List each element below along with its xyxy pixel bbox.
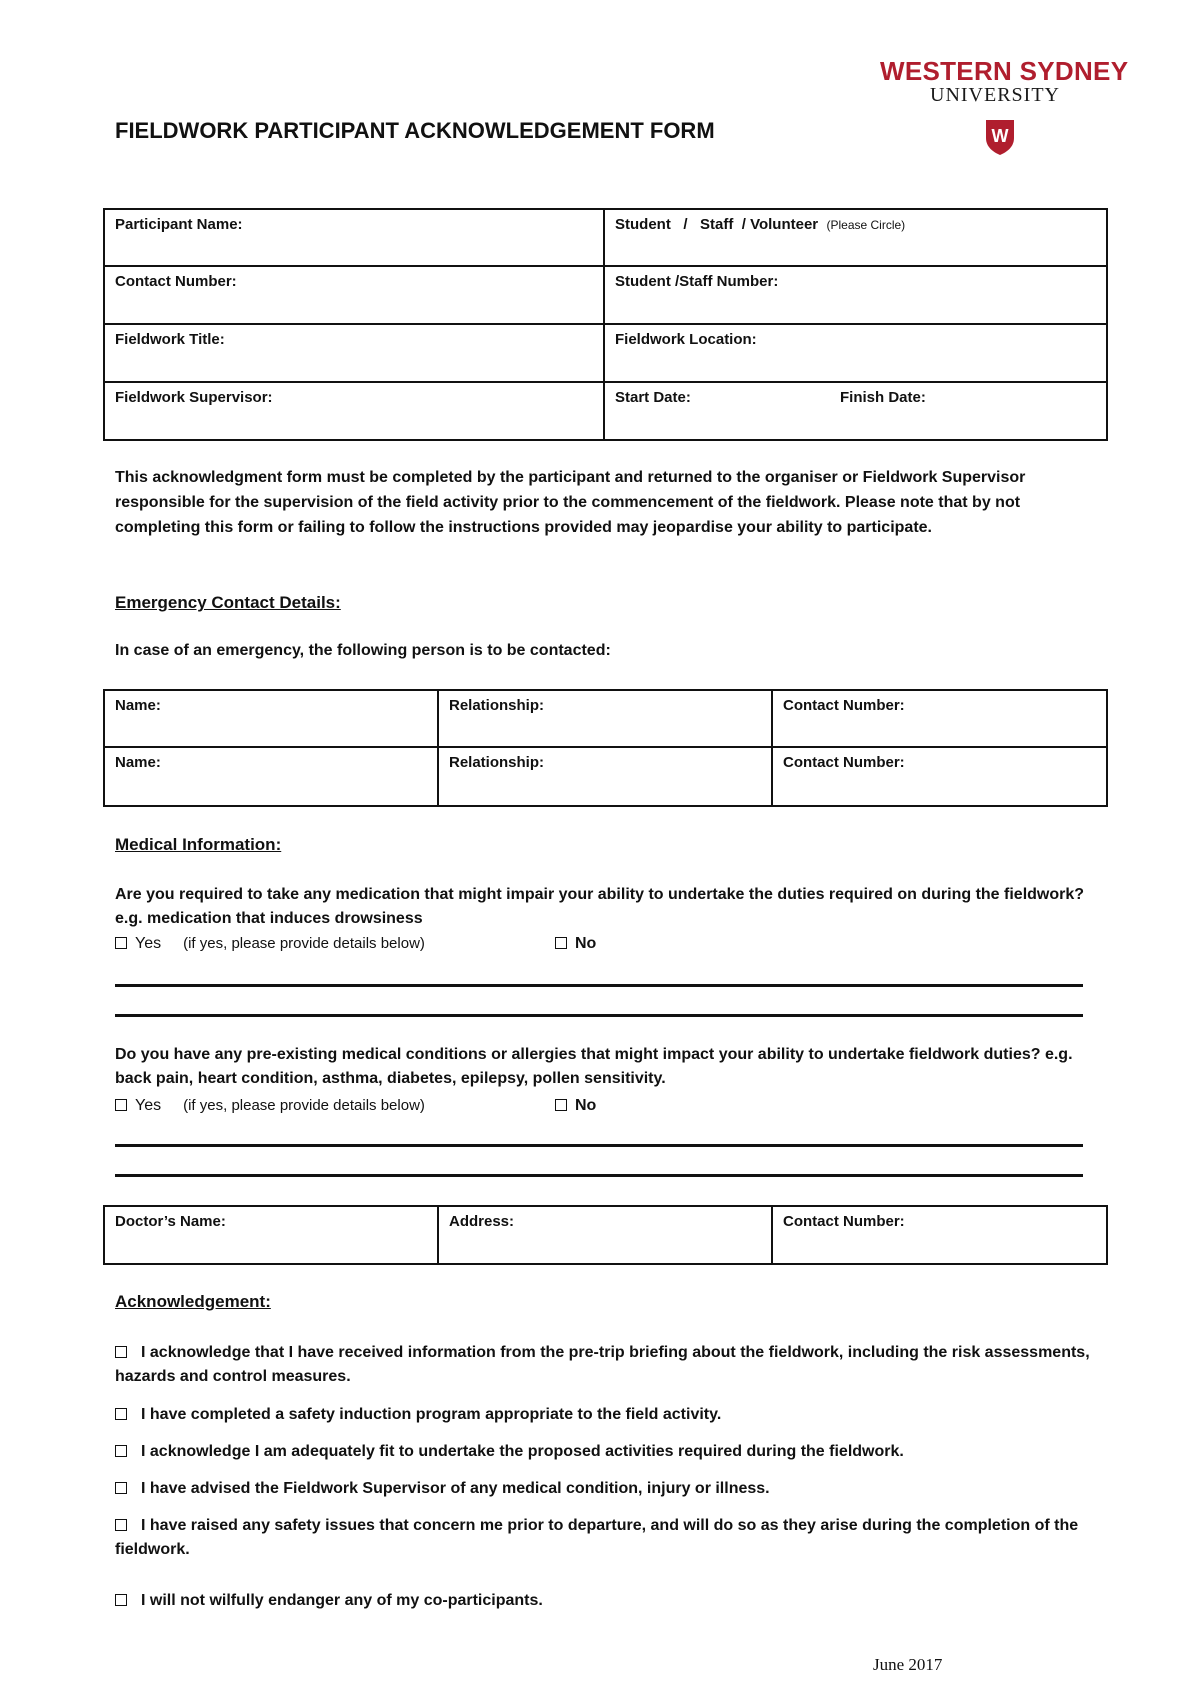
emergency-heading: Emergency Contact Details: bbox=[115, 593, 341, 612]
svg-text:W: W bbox=[991, 126, 1009, 146]
emergency-name-label: Name: bbox=[115, 697, 161, 714]
checkbox-icon[interactable] bbox=[115, 1482, 127, 1494]
role-student-option[interactable]: Student bbox=[615, 216, 671, 233]
emergency-name-label: Name: bbox=[115, 754, 161, 771]
conditions-yes-option[interactable] bbox=[115, 1097, 425, 1115]
medical-heading: Medical Information: bbox=[115, 835, 282, 854]
emergency-relationship-field[interactable] bbox=[438, 690, 772, 747]
checkbox-icon[interactable] bbox=[115, 1099, 127, 1111]
checkbox-icon[interactable] bbox=[555, 1099, 567, 1111]
conditions-details-line[interactable] bbox=[115, 1144, 1083, 1147]
emergency-relationship-label: Relationship: bbox=[449, 754, 545, 771]
checkbox-icon[interactable] bbox=[115, 1445, 127, 1457]
student-staff-number-field[interactable] bbox=[604, 266, 1107, 324]
acknowledgement-item[interactable] bbox=[115, 1477, 1090, 1501]
medication-yes-option[interactable] bbox=[115, 935, 425, 953]
role-field[interactable] bbox=[604, 209, 1107, 266]
logo-western-sydney: WESTERN SYDNEY bbox=[880, 56, 1129, 86]
emergency-contact-label: Contact Number: bbox=[783, 754, 905, 771]
no-label: No bbox=[575, 935, 597, 952]
fieldwork-supervisor-label: Fieldwork Supervisor: bbox=[115, 389, 273, 406]
fieldwork-location-label: Fieldwork Location: bbox=[615, 331, 757, 348]
participant-name-label: Participant Name: bbox=[115, 216, 243, 233]
doctor-details-table bbox=[103, 1205, 1108, 1265]
checkbox-icon[interactable] bbox=[115, 1346, 127, 1358]
doctor-contact-label: Contact Number: bbox=[783, 1213, 905, 1230]
acknowledgement-item[interactable] bbox=[115, 1341, 1090, 1389]
emergency-name-field[interactable] bbox=[104, 690, 438, 747]
doctor-name-label: Doctor’s Name: bbox=[115, 1213, 226, 1230]
contact-number-label: Contact Number: bbox=[115, 273, 237, 290]
acknowledgement-text: I acknowledge that I have received information from the pre-trip briefing about the fieldwork, including the risk assessments, hazards and control measures. bbox=[115, 1344, 1090, 1385]
emergency-instruction: In case of an emergency, the following person is to be contacted: bbox=[115, 642, 611, 659]
checkbox-icon[interactable] bbox=[115, 1594, 127, 1606]
emergency-relationship-label: Relationship: bbox=[449, 697, 545, 714]
role-separator: / bbox=[683, 216, 688, 233]
medication-details-line[interactable] bbox=[115, 984, 1083, 987]
please-circle-note: (Please Circle) bbox=[826, 218, 906, 232]
acknowledgement-text: I acknowledge I am adequately fit to undertake the proposed activities required during the fieldwork. bbox=[141, 1443, 904, 1460]
logo-university: UNIVERSITY bbox=[930, 84, 1060, 106]
no-label: No bbox=[575, 1097, 597, 1114]
conditions-details-line[interactable] bbox=[115, 1174, 1083, 1177]
checkbox-icon[interactable] bbox=[555, 937, 567, 949]
fieldwork-title-label: Fieldwork Title: bbox=[115, 331, 225, 348]
emergency-name-field[interactable] bbox=[104, 747, 438, 806]
university-shield-icon bbox=[984, 118, 1016, 156]
acknowledgement-text: I have raised any safety issues that concern me prior to departure, and will do so as they arise during the completion of the fieldwork. bbox=[115, 1517, 1079, 1558]
yes-label: Yes bbox=[135, 1097, 162, 1114]
role-volunteer-option[interactable]: Volunteer bbox=[750, 216, 819, 233]
fieldwork-supervisor-field[interactable] bbox=[104, 382, 604, 440]
finish-date-label: Finish Date: bbox=[840, 389, 926, 406]
fieldwork-title-field[interactable] bbox=[104, 324, 604, 382]
participant-details-table bbox=[103, 208, 1108, 441]
participant-name-field[interactable] bbox=[104, 209, 604, 266]
doctor-contact-field[interactable] bbox=[772, 1206, 1107, 1264]
medication-no-option[interactable] bbox=[555, 935, 596, 953]
doctor-address-label: Address: bbox=[449, 1213, 515, 1230]
acknowledgement-item[interactable] bbox=[115, 1440, 1090, 1464]
contact-number-field[interactable] bbox=[104, 266, 604, 324]
form-title: FIELDWORK PARTICIPANT ACKNOWLEDGEMENT FORM bbox=[115, 118, 715, 143]
start-date-label: Start Date: bbox=[615, 389, 691, 406]
footer-date: June 2017 bbox=[873, 1655, 943, 1674]
acknowledgement-item[interactable] bbox=[115, 1514, 1090, 1562]
yes-label: Yes bbox=[135, 935, 162, 952]
acknowledgement-text: I will not wilfully endanger any of my co-participants. bbox=[141, 1592, 543, 1609]
checkbox-icon[interactable] bbox=[115, 1519, 127, 1531]
student-staff-number-label: Student /Staff Number: bbox=[615, 273, 779, 290]
medication-question: Are you required to take any medication that might impair your ability to undertake the duties required on during the fieldwork? e.g. medication that induces drowsiness bbox=[115, 886, 1085, 927]
doctor-address-field[interactable] bbox=[438, 1206, 772, 1264]
medication-details-line[interactable] bbox=[115, 1014, 1083, 1017]
role-staff-option[interactable]: Staff bbox=[700, 216, 734, 233]
yes-note: (if yes, please provide details below) bbox=[183, 1097, 425, 1114]
acknowledgement-text: I have advised the Fieldwork Supervisor of any medical condition, injury or illness. bbox=[141, 1480, 770, 1497]
acknowledgement-text: I have completed a safety induction program appropriate to the field activity. bbox=[141, 1406, 722, 1423]
emergency-contact-label: Contact Number: bbox=[783, 697, 905, 714]
dates-field[interactable] bbox=[604, 382, 1107, 440]
checkbox-icon[interactable] bbox=[115, 1408, 127, 1420]
role-separator: / bbox=[741, 216, 746, 233]
emergency-contacts-table bbox=[103, 689, 1108, 807]
emergency-contact-field[interactable] bbox=[772, 747, 1107, 806]
yes-note: (if yes, please provide details below) bbox=[183, 935, 425, 952]
acknowledgement-item[interactable] bbox=[115, 1403, 1090, 1427]
conditions-question: Do you have any pre-existing medical conditions or allergies that might impact your ability to undertake fieldwork duties? e.g. back pain, heart condition, asthma, diabetes, epilepsy, pollen sensitivity. bbox=[115, 1046, 1073, 1087]
intro-paragraph: This acknowledgment form must be completed by the participant and returned to the organiser or Fieldwork Supervisor responsible for the supervision of the field activity prior to the commencement of the fieldwork. Please note that by not completing this form or failing to follow the instructions provided may jeopardise your ability to participate. bbox=[115, 469, 1026, 536]
emergency-relationship-field[interactable] bbox=[438, 747, 772, 806]
doctor-name-field[interactable] bbox=[104, 1206, 438, 1264]
checkbox-icon[interactable] bbox=[115, 937, 127, 949]
conditions-no-option[interactable] bbox=[555, 1097, 596, 1115]
acknowledgement-item[interactable] bbox=[115, 1589, 1090, 1613]
emergency-contact-field[interactable] bbox=[772, 690, 1107, 747]
acknowledgement-heading: Acknowledgement: bbox=[115, 1292, 271, 1311]
fieldwork-location-field[interactable] bbox=[604, 324, 1107, 382]
